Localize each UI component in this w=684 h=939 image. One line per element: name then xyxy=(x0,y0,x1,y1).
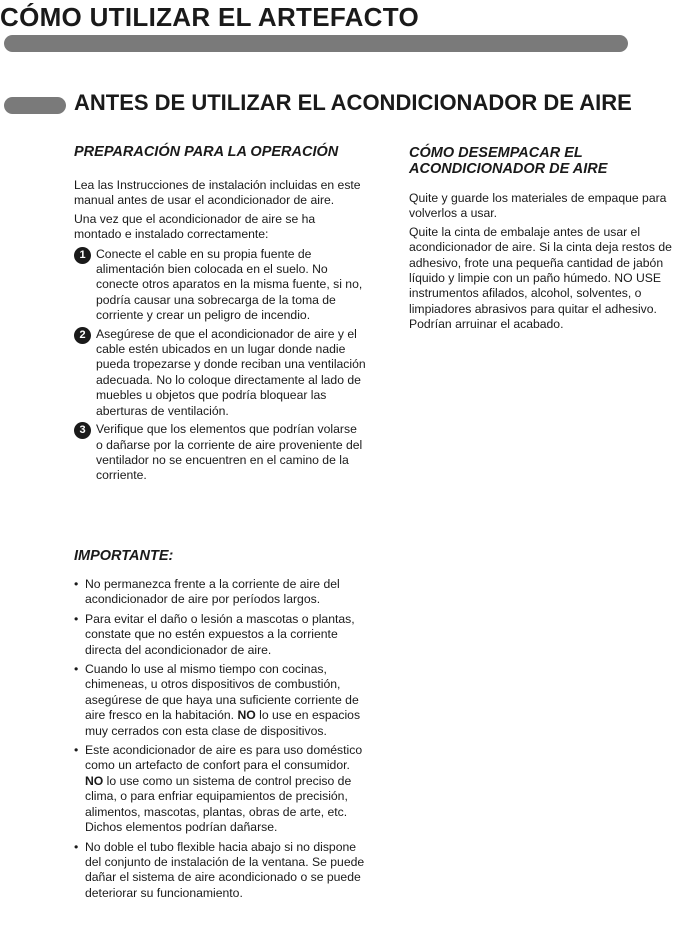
important-item: • No permanezca frente a la corriente de aire del acondicionador de aire por períodos largos. xyxy=(74,577,366,608)
important-heading: IMPORTANTE: xyxy=(74,548,174,564)
step-number-badge: 2 xyxy=(74,327,91,344)
section-marker-pill xyxy=(4,97,66,114)
unpack-para-2: Quite la cinta de embalaje antes de usar el acondicionador de aire. Si la cinta deja restos de adhesivo, frote una pequeña cantidad de jabón líquido y limpie con un paño húmedo. NO USE instrumentos afilados, alcohol, solventes, o limpiadores abrasivos para quitar el adhesivo. Podrían arruinar el acabado. xyxy=(409,224,672,332)
unpack-heading-line-1: CÓMO DESEMPACAR EL xyxy=(409,145,583,161)
step-text: Verifique que los elementos que podrían volarse o dañarse por la corriente de aire proveniente del ventilador no se encuentren en el camino de la corriente. xyxy=(96,422,363,483)
preparation-block xyxy=(74,144,366,487)
step-number-badge: 1 xyxy=(74,247,91,264)
step-number-badge: 3 xyxy=(74,422,91,439)
important-list xyxy=(74,577,366,901)
unpack-heading xyxy=(409,145,684,177)
step-item xyxy=(74,247,366,324)
preparation-heading: PREPARACIÓN PARA LA OPERACIÓN xyxy=(74,144,339,160)
important-item: • No doble el tubo flexible hacia abajo si no dispone del conjunto de instalación de la ventana. Se puede dañar el sistema de aire acondicionado o se puede deteriorar su funcionamiento. xyxy=(74,840,366,902)
step-text: Conecte el cable en su propia fuente de alimentación bien colocada en el suelo. No conecte otros aparatos en la misma fuente, si no, podría causar una sobrecarga de la toma de corriente y crear un peligro de incendio. xyxy=(96,246,363,323)
important-item: • Cuando lo use al mismo tiempo con cocinas, chimeneas, u otros dispositivos de combustión, asegúrese de que haya una suficiente corriente de aire fresco en la habitación. NO lo use en espacios muy cerrados con esta clase de dispositivos. xyxy=(74,662,366,739)
step-item xyxy=(74,327,366,419)
emphasis-no: NO xyxy=(85,773,104,788)
unpack-heading-line-2: ACONDICIONADOR DE AIRE xyxy=(409,161,608,177)
title-divider-bar xyxy=(4,35,628,52)
step-text: Asegúrese de que el acondicionador de aire y el cable estén ubicados en un lugar donde nadie pueda tropezarse y donde reciban una ventilación adecuada. No lo coloque directamente al lado de muebles u objetos que podría bloquear las aberturas de ventilación. xyxy=(96,326,366,418)
important-item: • Para evitar el daño o lesión a mascotas o plantas, constate que no estén expuestos a la corriente directa del acondicionador de aire. xyxy=(74,612,366,658)
preparation-intro-2: Una vez que el acondicionador de aire se ha montado e instalado correctamente: xyxy=(74,211,316,242)
section-title: ANTES DE UTILIZAR EL ACONDICIONADOR DE AIRE xyxy=(74,90,632,115)
step-item xyxy=(74,422,366,484)
page-title: CÓMO UTILIZAR EL ARTEFACTO xyxy=(0,2,419,32)
preparation-intro-1: Lea las Instrucciones de instalación incluidas en este manual antes de usar el acondicionador de aire. xyxy=(74,178,361,208)
unpack-para-1: Quite y guarde los materiales de empaque para volverlos a usar. xyxy=(409,191,667,221)
emphasis-no: NO xyxy=(237,708,256,723)
important-item: • Este acondicionador de aire es para uso doméstico como un artefacto de confort para el consumidor. NO lo use como un sistema de control preciso de clima, o para enfriar equipamientos de precisión, alimentos, mascotas, plantas, obras de arte, etc. Dichos elementos podrían dañarse. xyxy=(74,743,366,835)
unpack-block xyxy=(409,145,684,333)
important-block xyxy=(74,548,366,905)
